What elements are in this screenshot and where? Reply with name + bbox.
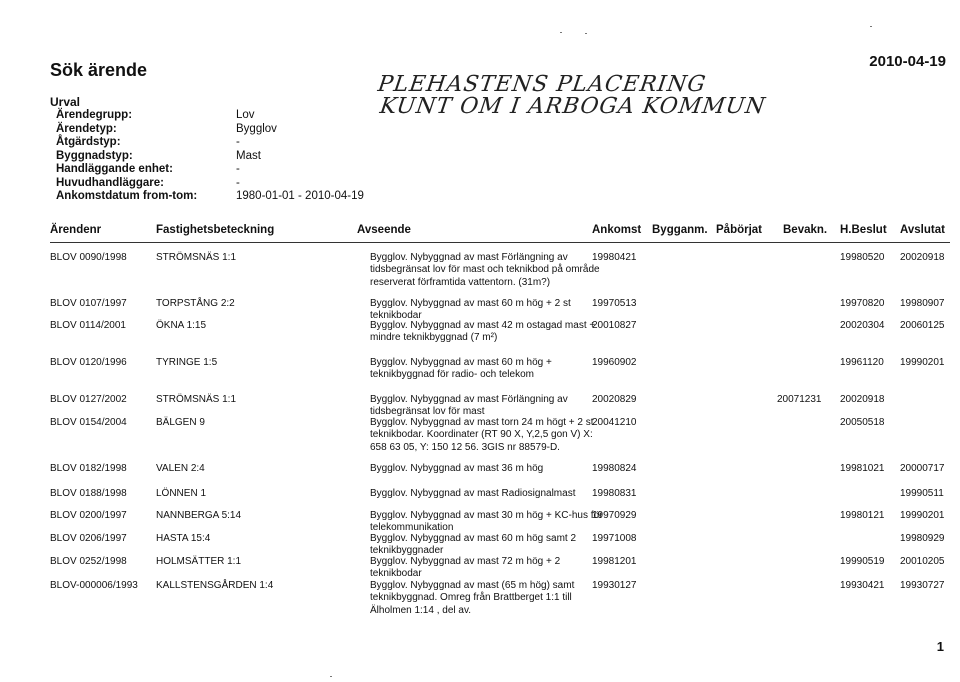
scan-speck <box>330 676 332 677</box>
header-bygganm: Bygganm. <box>652 224 708 236</box>
cell-ankomst: 19980824 <box>592 463 637 474</box>
criteria-value: Lov <box>236 109 255 121</box>
cell-fastighet: LÖNNEN 1 <box>156 488 207 499</box>
criteria-value: Bygglov <box>236 122 277 135</box>
cell-hbeslut: 19990519 <box>840 556 885 567</box>
cell-arendenr: BLOV-000006/1993 <box>50 580 138 591</box>
cell-ankomst: 19970929 <box>592 510 637 521</box>
cell-avslutat: 19980907 <box>900 298 945 309</box>
cell-fastighet: STRÖMSNÄS 1:1 <box>156 252 237 263</box>
cell-avseende: Bygglov. Nybyggnad av mast 60 m hög + teknikbyggnad för radio- och telekom <box>370 357 552 381</box>
cell-fastighet: ÖKNA 1:15 <box>156 320 207 331</box>
handwritten-note-line1: PLEHASTENS PLACERING <box>376 72 708 97</box>
header-ankomst: Ankomst <box>592 224 642 236</box>
cell-ankomst: 20010827 <box>592 320 637 331</box>
criteria-label: Byggnadstyp: <box>56 149 133 162</box>
cell-avseende: Bygglov. Nybyggnad av mast Förlängning av tidsbegränsat lov för mast och teknikbod på område reserverat förframtida vattentorn. (31m?) <box>370 252 600 288</box>
criteria-label: Handläggande enhet: <box>56 163 173 175</box>
cell-arendenr: BLOV 0206/1997 <box>50 533 127 544</box>
scan-speck <box>560 32 562 33</box>
cell-hbeslut: 19981021 <box>840 463 885 474</box>
criteria-value: - <box>236 176 240 189</box>
cell-avslutat: 19990201 <box>900 357 945 368</box>
cell-avseende: Bygglov. Nybyggnad av mast 30 m hög + KC-hus för telekommunikation <box>370 510 603 534</box>
cell-fastighet: TORPSTÅNG 2:2 <box>156 298 235 309</box>
cell-avseende: Bygglov. Nybyggnad av mast 36 m hög <box>370 463 544 474</box>
report-date: 2010-04-19 <box>869 53 946 70</box>
cell-ankomst: 19980831 <box>592 488 637 499</box>
cell-arendenr: BLOV 0090/1998 <box>50 252 127 263</box>
criteria-value: Mast <box>236 149 261 162</box>
cell-arendenr: BLOV 0154/2004 <box>50 417 127 428</box>
cell-avslutat: 19990511 <box>900 488 944 499</box>
cell-arendenr: BLOV 0188/1998 <box>50 488 127 499</box>
cell-ankomst: 19971008 <box>592 533 637 544</box>
cell-fastighet: NANNBERGA 5:14 <box>156 510 242 521</box>
scan-speck <box>585 33 587 34</box>
cell-avslutat: 20060125 <box>900 320 945 331</box>
header-fastighet: Fastighetsbeteckning <box>156 224 275 236</box>
cell-avseende: Bygglov. Nybyggnad av mast 60 m hög samt 2 teknikbyggnader <box>370 533 577 557</box>
cell-bevakn: 20071231 <box>777 394 822 405</box>
cell-ankomst: 19970513 <box>592 298 637 309</box>
criteria-value: 1980-01-01 - 2010-04-19 <box>236 190 364 202</box>
cell-fastighet: VALEN 2:4 <box>156 463 205 474</box>
cell-hbeslut: 19970820 <box>840 298 885 309</box>
cell-hbeslut: 19961120 <box>840 357 884 368</box>
header-arendenr: Ärendenr <box>50 224 102 236</box>
cell-ankomst: 19981201 <box>592 556 637 567</box>
cell-arendenr: BLOV 0120/1996 <box>50 357 127 368</box>
header-paborjat: Påbörjat <box>716 224 763 236</box>
criteria-label: Ankomstdatum from-tom: <box>56 190 198 202</box>
header-bevakn: Bevakn. <box>783 224 828 236</box>
cell-fastighet: BÄLGEN 9 <box>156 417 205 428</box>
cell-avseende: Bygglov. Nybyggnad av mast 60 m hög + 2 st teknikbodar <box>370 298 571 322</box>
urval-heading: Urval <box>50 95 81 109</box>
cell-hbeslut: 20020304 <box>840 320 885 331</box>
cell-avslutat: 19980929 <box>900 533 945 544</box>
cell-avslutat: 19990201 <box>900 510 945 521</box>
criteria-value: - <box>236 136 240 148</box>
cell-avseende: Bygglov. Nybyggnad av mast torn 24 m högt + 2 st teknikbodar. Koordinater (RT 90 X, Y,2,5 gon V) X: 658 63 05, Y: 150 12 56. 3GIS nr 88579-D. <box>370 417 594 453</box>
cell-fastighet: KALLSTENSGÅRDEN 1:4 <box>156 580 274 591</box>
cell-avseende: Bygglov. Nybyggnad av mast (65 m hög) samt teknikbyggnad. Omreg från Brattberget 1:1 till Älholmen 1:14 , del av. <box>370 580 575 616</box>
cell-arendenr: BLOV 0107/1997 <box>50 298 127 309</box>
cell-avslutat: 20010205 <box>900 556 945 567</box>
page-title: Sök ärende <box>50 60 148 80</box>
cell-hbeslut: 20020918 <box>840 394 885 405</box>
header-avslutat: Avslutat <box>900 224 945 236</box>
cell-hbeslut: 19980121 <box>840 510 885 521</box>
cell-fastighet: HOLMSÄTTER 1:1 <box>156 556 242 567</box>
cell-ankomst: 19980421 <box>592 252 637 263</box>
header-avseende: Avseende <box>357 224 411 236</box>
cell-hbeslut: 19980520 <box>840 252 885 263</box>
cell-avslutat: 20000717 <box>900 463 945 474</box>
cell-avseende: Bygglov. Nybyggnad av mast Radiosignalmast <box>370 488 576 499</box>
page-number: 1 <box>936 639 944 654</box>
cell-fastighet: TYRINGE 1:5 <box>156 357 218 368</box>
cell-arendenr: BLOV 0114/2001 <box>50 320 126 331</box>
handwritten-note-line2: KUNT OM I ARBOGA KOMMUN <box>378 94 768 119</box>
criteria-label: Ärendetyp: <box>56 122 117 135</box>
cell-ankomst: 19960902 <box>592 357 637 368</box>
cell-hbeslut: 19930421 <box>840 580 885 591</box>
cell-fastighet: HASTA 15:4 <box>156 533 211 544</box>
criteria-labels <box>56 107 197 202</box>
cell-ankomst: 19930127 <box>592 580 637 591</box>
criteria-values <box>236 107 364 202</box>
cell-arendenr: BLOV 0127/2002 <box>50 394 127 405</box>
cell-ankomst: 20041210 <box>592 417 637 428</box>
cell-arendenr: BLOV 0182/1998 <box>50 463 127 474</box>
cell-fastighet: STRÖMSNÄS 1:1 <box>156 394 237 405</box>
cell-arendenr: BLOV 0252/1998 <box>50 556 127 567</box>
cell-ankomst: 20020829 <box>592 394 637 405</box>
cell-avseende: Bygglov. Nybyggnad av mast Förlängning av tidsbegränsat lov för mast <box>370 394 568 418</box>
criteria-value: - <box>236 163 240 175</box>
criteria-label: Åtgärdstyp: <box>56 136 121 148</box>
scan-speck <box>870 26 872 27</box>
cell-hbeslut: 20050518 <box>840 417 885 428</box>
header-rule <box>50 242 950 243</box>
cell-avseende: Bygglov. Nybyggnad av mast 42 m ostagad mast + mindre teknikbyggnad (7 m²) <box>370 320 596 344</box>
cell-avslutat: 19930727 <box>900 580 945 591</box>
criteria-label: Ärendegrupp: <box>56 109 133 121</box>
cell-avseende: Bygglov. Nybyggnad av mast 72 m hög + 2 teknikbodar <box>370 556 561 580</box>
criteria-label: Huvudhandläggare: <box>56 176 164 189</box>
cell-arendenr: BLOV 0200/1997 <box>50 510 127 521</box>
header-hbeslut: H.Beslut <box>840 224 887 236</box>
cell-avslutat: 20020918 <box>900 252 945 263</box>
